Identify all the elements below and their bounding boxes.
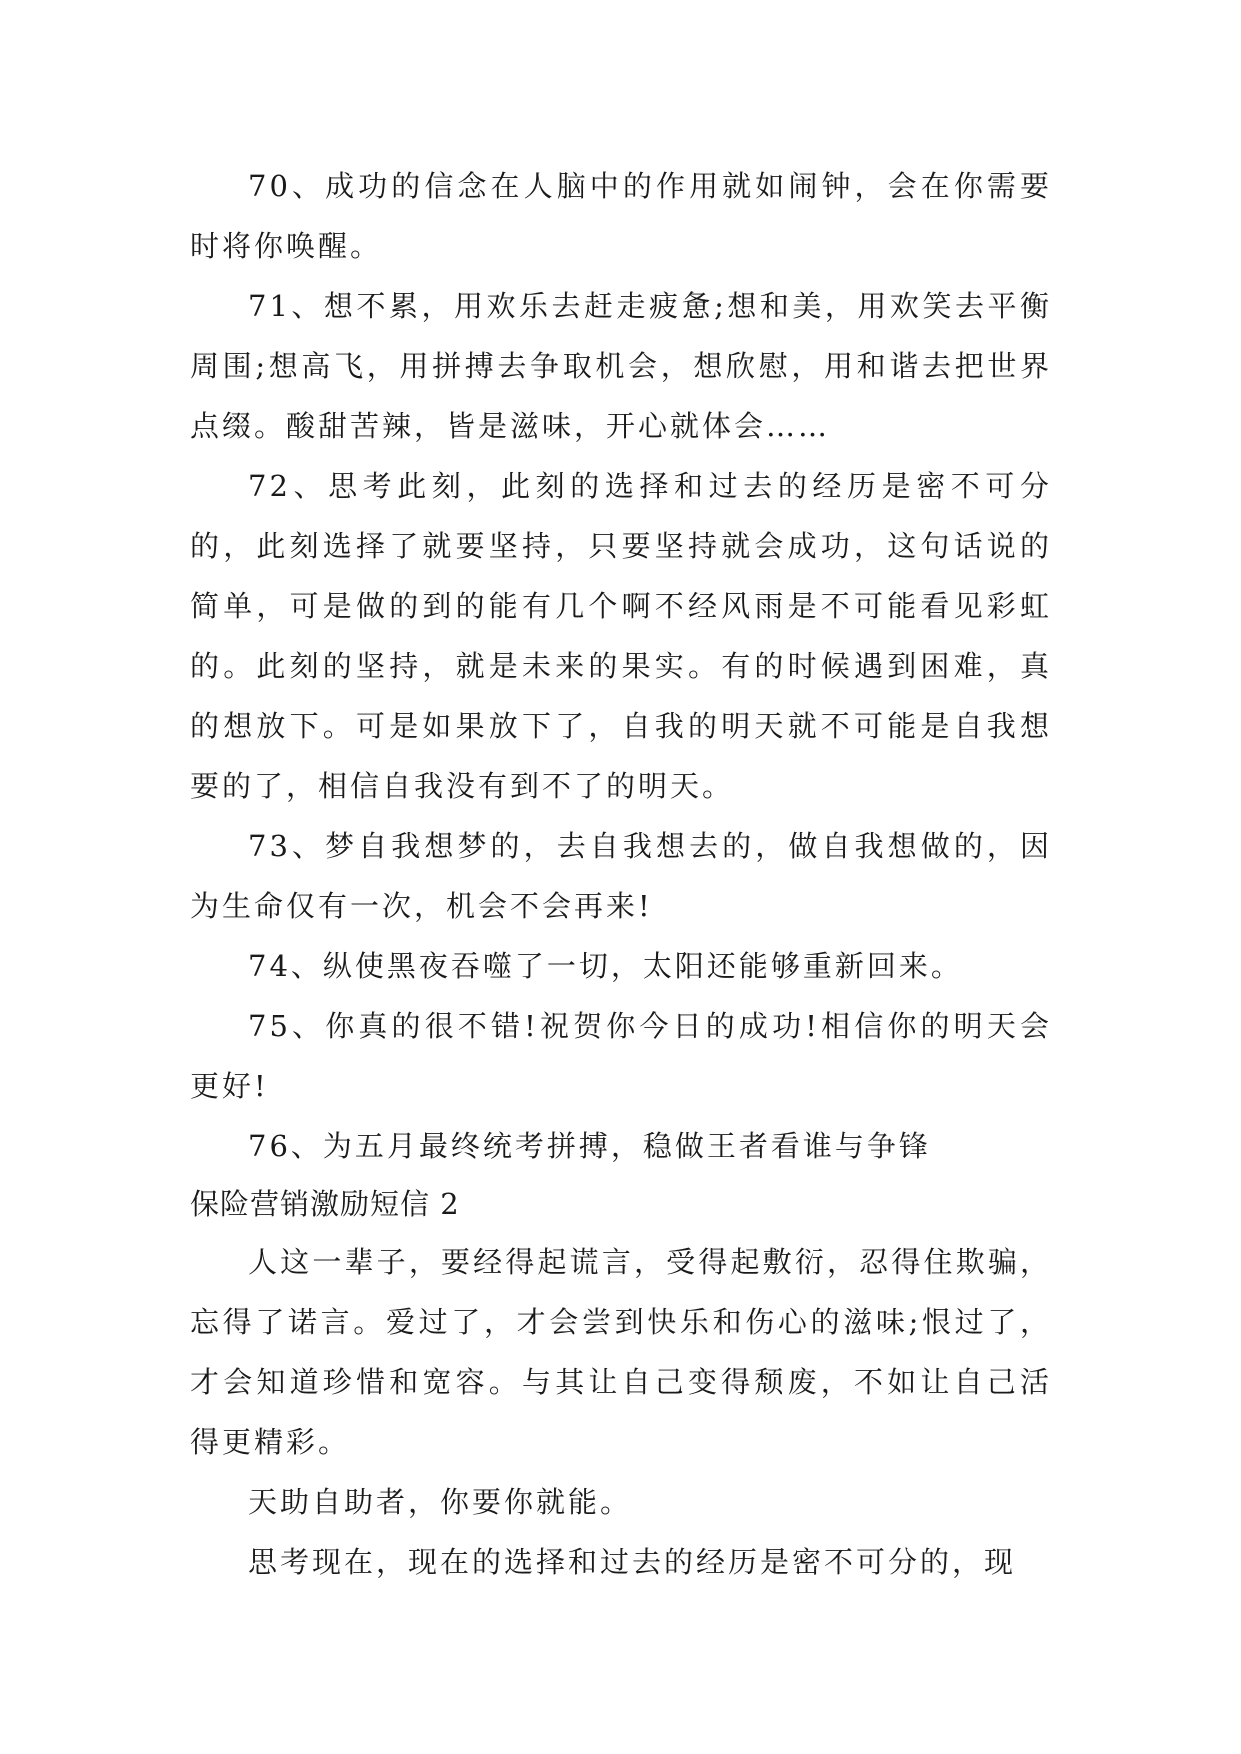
section-title: 保险营销激励短信 2	[190, 1187, 460, 1221]
paragraph-71: 71、想不累，用欢乐去赶走疲惫;想和美，用欢笑去平衡周围;想高飞，用拼搏去争取机会，想欣慰，用和谐去把世界点缀。酸甜苦辣，皆是滋味，开心就体会……	[190, 289, 1052, 443]
paragraph-75: 75、你真的很不错!祝贺你今日的成功!相信你的明天会更好!	[190, 1009, 1052, 1103]
paragraph-72: 72、思考此刻，此刻的选择和过去的经历是密不可分的，此刻选择了就要坚持，只要坚持就会成功，这句话说的简单，可是做的到的能有几个啊不经风雨是不可能看见彩虹的。此刻的坚持，就是未来的果实。有的时候遇到困难，真的想放下。可是如果放下了，自我的明天就不可能是自我想要的了，相信自我没有到不了的明天。	[190, 469, 1052, 803]
paragraph-70: 70、成功的信念在人脑中的作用就如闹钟，会在你需要时将你唤醒。	[190, 169, 1052, 263]
section-paragraph-2: 天助自助者，你要你就能。	[248, 1485, 633, 1519]
paragraph-73: 73、梦自我想梦的，去自我想去的，做自我想做的，因为生命仅有一次，机会不会再来!	[190, 829, 1052, 923]
paragraph-74: 74、纵使黑夜吞噬了一切，太阳还能够重新回来。	[248, 949, 963, 983]
document-body	[190, 156, 1052, 1592]
section-paragraph-1: 人这一辈子，要经得起谎言，受得起敷衍，忍得住欺骗，忘得了诺言。爱过了，才会尝到快乐和伤心的滋味;恨过了，才会知道珍惜和宽容。与其让自己变得颓废，不如让自己活得更精彩。	[190, 1245, 1052, 1459]
section-paragraph-3: 思考现在，现在的选择和过去的经历是密不可分的，现	[248, 1545, 1017, 1579]
paragraph-76: 76、为五月最终统考拼搏，稳做王者看谁与争锋	[248, 1129, 931, 1163]
